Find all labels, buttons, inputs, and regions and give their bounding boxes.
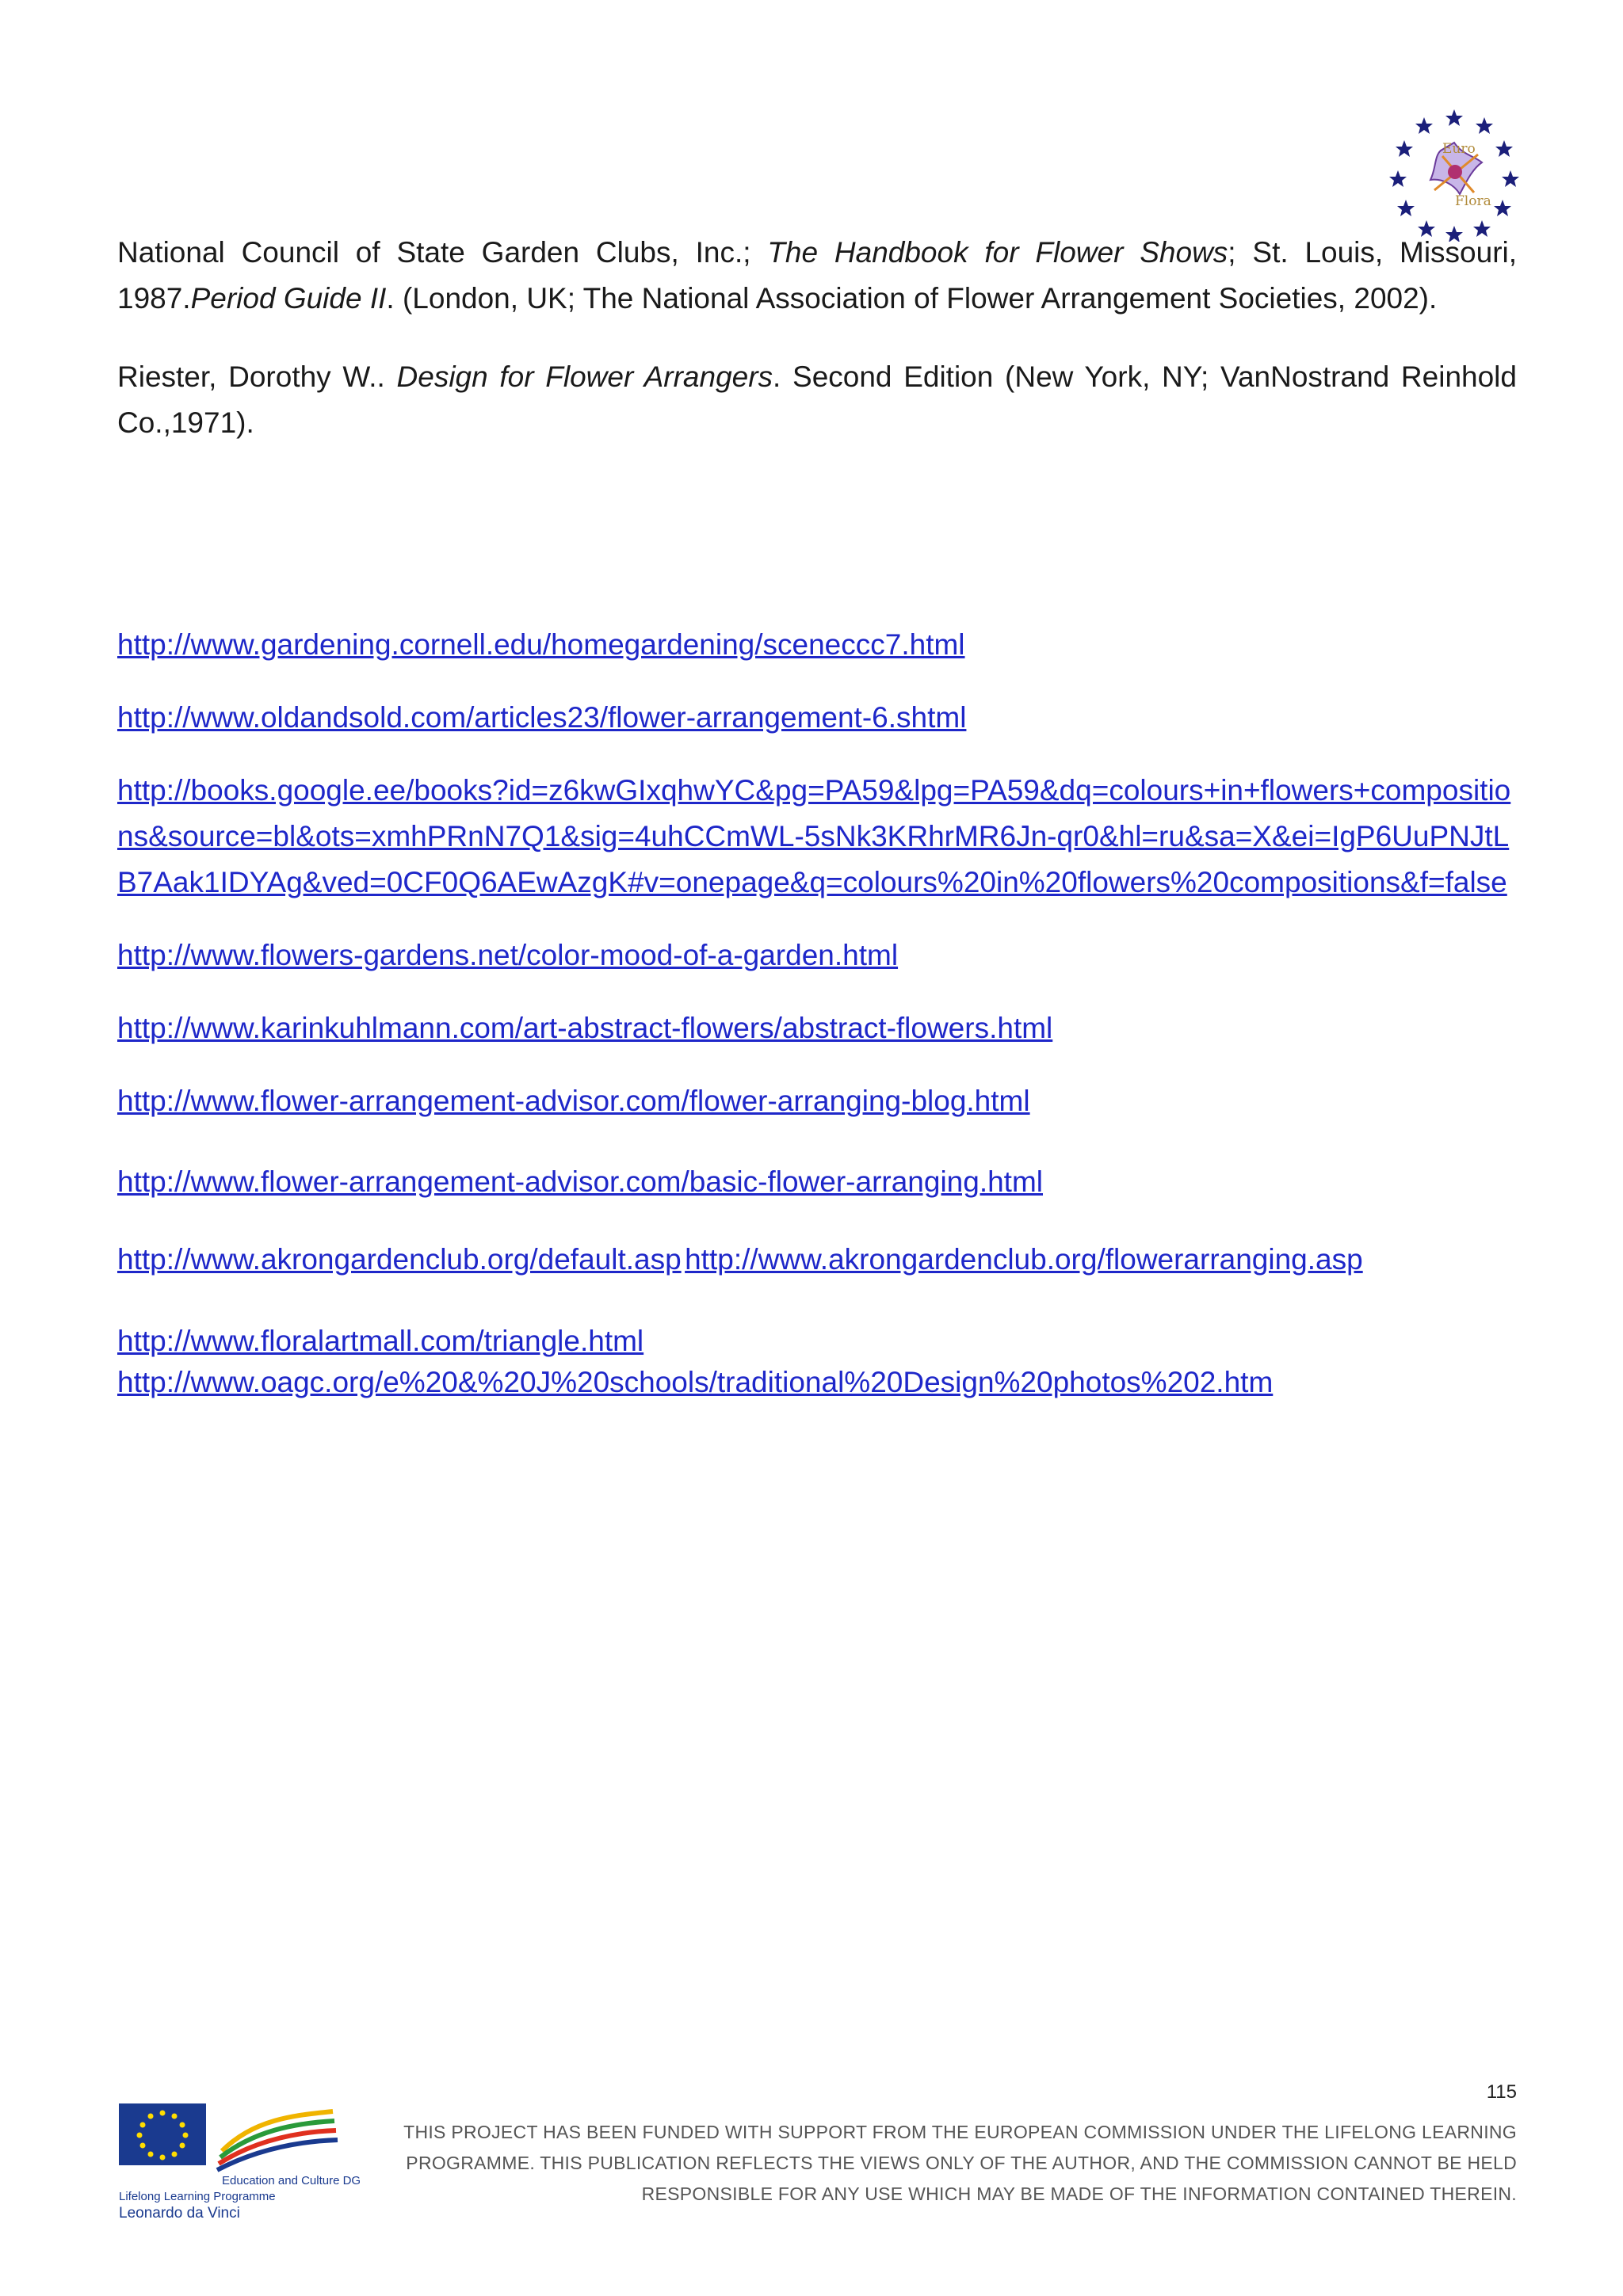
link-basic-arranging[interactable]: http://www.flower-arrangement-advisor.com/basic-flower-arranging.html [117,1165,1043,1198]
reference-2: Riester, Dorothy W.. Design for Flower Arrangers. Second Edition (New York, NY; VanNostrand Reinhold Co.,1971). [117,360,1517,439]
svg-text:Education and Culture DG: Education and Culture DG [222,2174,361,2187]
link-akron-flowerarranging[interactable]: http://www.akrongardenclub.org/flowerarranging.asp [685,1243,1363,1276]
link-karinkuhlmann[interactable]: http://www.karinkuhlmann.com/art-abstract-flowers/abstract-flowers.html [117,1012,1053,1044]
euroflora-logo [1387,107,1522,242]
link-floralartmall[interactable]: http://www.floralartmall.com/triangle.html [117,1325,644,1357]
link-arranging-blog[interactable]: http://www.flower-arrangement-advisor.com/flower-arranging-blog.html [117,1085,1030,1117]
akron-links-row [117,1237,1520,1289]
link-cornell[interactable]: http://www.gardening.cornell.edu/homegardening/sceneccc7.html [117,628,965,661]
link-akron-default[interactable]: http://www.akrongardenclub.org/default.asp [117,1243,682,1276]
reference-1: National Council of State Garden Clubs, Inc.; The Handbook for Flower Shows; St. Louis, Missouri, 1987.Period Guide II. (London, UK; The National Association of Flower Arrangement Societies, 2002). [117,236,1518,315]
link-list [117,622,1520,1403]
link-oagc[interactable]: http://www.oagc.org/e%20&%20J%20schools/traditional%20Design%20photos%202.htm [117,1366,1274,1398]
funding-disclaimer: THIS PROJECT HAS BEEN FUNDED WITH SUPPORT FROM THE EUROPEAN COMMISSION UNDER THE LIFELONG LEARNING PROGRAMME. THIS PUBLICATION REFLECTS THE VIEWS ONLY OF THE AUTHOR, AND THE COMMISSION CANNOT BE HELD RESPONSIBLE FOR ANY USE WHICH MAY BE MADE OF THE INFORMATION CONTAINED THEREIN. [403,2122,1517,2204]
link-oldandsold[interactable]: http://www.oldandsold.com/articles23/flower-arrangement-6.shtml [117,701,967,734]
svg-text:Leonardo da Vinci: Leonardo da Vinci [119,2205,240,2222]
svg-text:Flora: Flora [1455,193,1491,209]
page-number: 115 [1486,2081,1517,2103]
svg-text:Euro: Euro [1442,141,1476,157]
svg-text:Lifelong Learning Programme: Lifelong Learning Programme [119,2190,276,2203]
link-google-books[interactable]: http://books.google.ee/books?id=z6kwGIxqhwYC&pg=PA59&lpg=PA59&dq=colours+in+flowers+compositions&source=bl&ots=xmhPRnN7Q1&sig=4uhCCmWL-5sNk3KRhrMR6Jn-qr0&hl=ru&sa=X&ei=IgP6UuPNJtLB7Aak1IDYAg&ved=0CF0Q6AEwAzgK#v=onepage&q=colours%20in%20flowers%20compositions&f=false [117,774,1511,898]
swoosh-icon [217,2111,338,2170]
eu-lifelong-learning-logo [119,2096,363,2222]
link-flowers-gardens[interactable]: http://www.flowers-gardens.net/color-mood-of-a-garden.html [117,939,899,971]
